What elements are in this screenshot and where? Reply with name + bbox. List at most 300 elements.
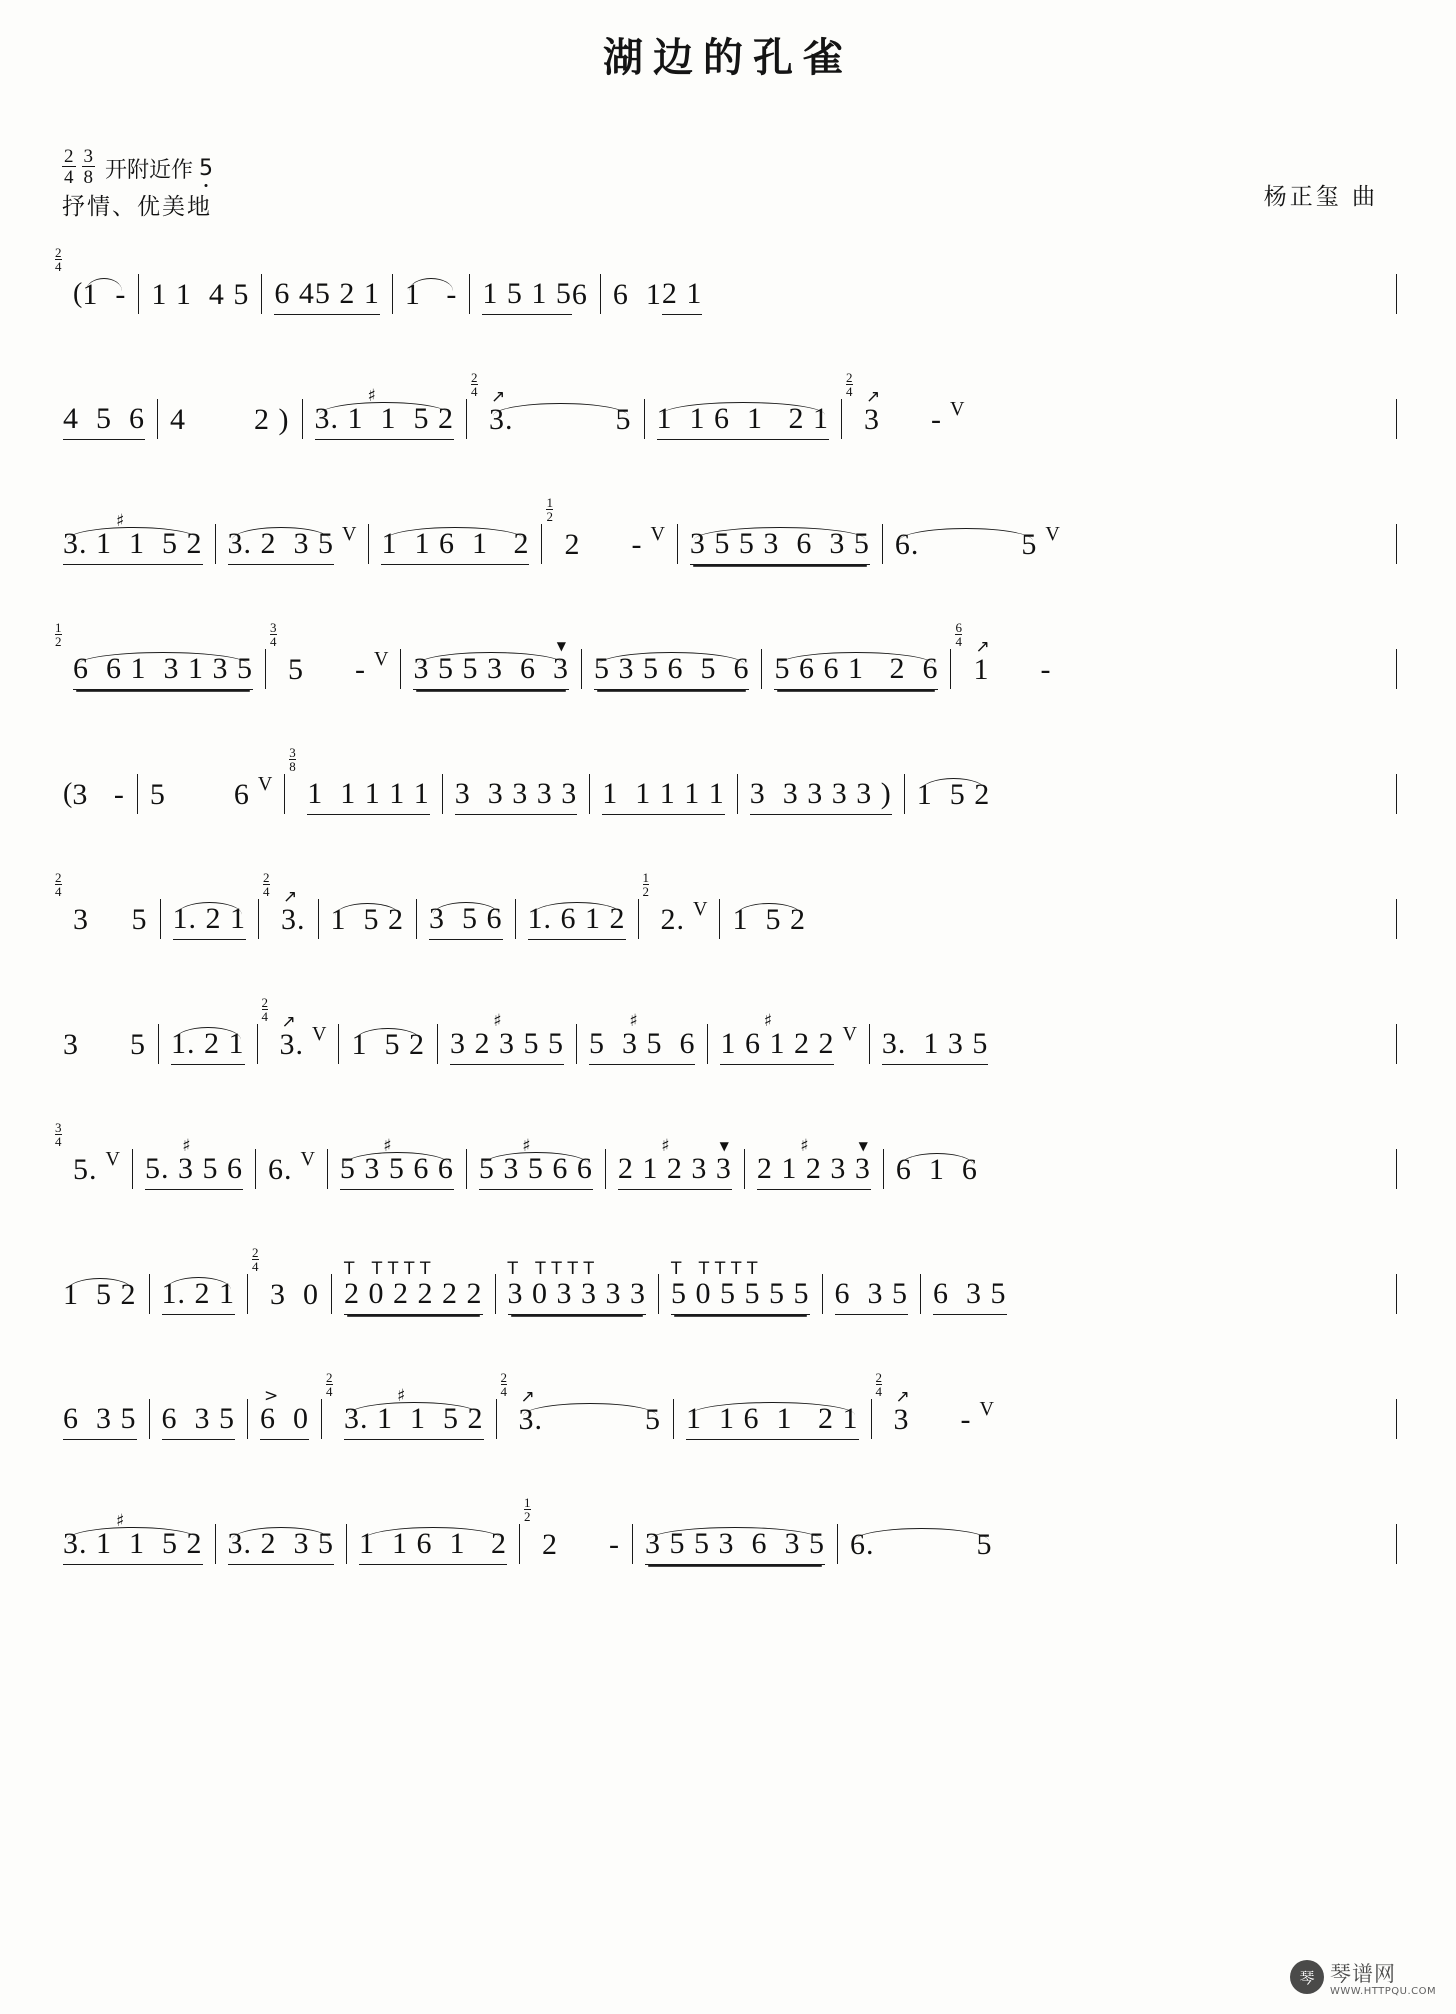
note-group: 1 1 6 1 2 [359, 1529, 507, 1565]
measure [605, 248, 711, 322]
note-group: 1 1 6 1 2 1 [657, 404, 830, 440]
measure [678, 1373, 867, 1447]
note-group: 2 - [542, 1528, 620, 1561]
note-group: 3 - ↗ [864, 387, 942, 436]
note-group: 6 0 > [260, 1404, 309, 1440]
measure [471, 1123, 601, 1197]
measure [323, 873, 413, 947]
measure [405, 623, 577, 697]
inline-time-signature: $\frac{2}{4}$ [55, 245, 62, 274]
measure [447, 748, 586, 822]
measure [724, 873, 814, 947]
note-group: 3. 1 1 5 2 ♯ [315, 404, 455, 440]
inline-time-signature: $\frac{1}{2}$ [55, 620, 62, 649]
note-group: 1. 2 1 [171, 1029, 245, 1065]
measure [332, 1123, 462, 1197]
measure [55, 245, 134, 322]
note-group: 5 - [288, 653, 366, 686]
note-group: 1 6 1 2 2 ♯ [720, 1029, 834, 1065]
measure [260, 1123, 323, 1197]
slur-mark [900, 1153, 974, 1166]
note-group: 6 3 5 [162, 1404, 236, 1440]
slur-mark [736, 903, 802, 916]
note-group: 6. [267, 1153, 293, 1186]
barline [822, 1274, 823, 1314]
barline [882, 524, 883, 564]
slur-mark [67, 527, 199, 540]
sharp-icon: ♯ [522, 1136, 532, 1156]
barline [160, 899, 161, 939]
measure [220, 1498, 343, 1572]
stave-10 [55, 1370, 1401, 1447]
barline [137, 774, 138, 814]
barline [576, 1024, 577, 1064]
inline-time-signature: $\frac{6}{4}$ [955, 620, 962, 649]
sharp-icon: ♯ [367, 386, 377, 406]
barline [157, 399, 158, 439]
barline [707, 1024, 708, 1064]
measure [55, 998, 154, 1072]
barline [149, 1399, 150, 1439]
slur-mark [177, 902, 243, 915]
measure [142, 748, 280, 822]
watermark-logo-icon: 琴 [1290, 1960, 1324, 1994]
measure [442, 998, 572, 1072]
measure [55, 1498, 211, 1572]
note-group: 1 - [82, 278, 127, 311]
barline [132, 1149, 133, 1189]
key-note: 5 [199, 155, 214, 181]
slur-mark [690, 1402, 855, 1415]
note-group: 3 0 [270, 1278, 319, 1311]
note-group: 1. 6 1 2 [528, 904, 626, 940]
measure [766, 623, 946, 697]
stave-7 [55, 995, 1401, 1072]
measure [336, 1248, 491, 1322]
barline [469, 274, 470, 314]
measure [220, 498, 365, 572]
up-bow-icon: V [300, 1148, 315, 1170]
watermark [1290, 1954, 1440, 2006]
slur-mark [778, 652, 934, 665]
barline [466, 1149, 467, 1189]
barline [265, 649, 266, 689]
up-bow-icon: V [1045, 523, 1060, 545]
slur-mark [417, 652, 565, 665]
grace-note-icon: ↗ [895, 1387, 911, 1407]
measure [955, 620, 1059, 697]
slur-mark [363, 1527, 503, 1540]
measure [610, 1123, 740, 1197]
measure [326, 1370, 492, 1447]
note-group: 6 [571, 278, 588, 311]
measure [55, 498, 211, 572]
barline [466, 399, 467, 439]
barline [869, 1024, 870, 1064]
note-group: 1 - ↗ [973, 637, 1052, 686]
measure [888, 1123, 986, 1197]
barline [149, 1274, 150, 1314]
measure [154, 1248, 244, 1322]
note-group: 3. 1 1 5 2 ♯ [63, 529, 203, 565]
inline-time-signature: $\frac{3}{8}$ [289, 745, 296, 774]
slur-mark [175, 1027, 241, 1040]
note-group: 1 1 6 1 2 1 [686, 1404, 859, 1440]
note-group: 3 2 3 5 5 ♯ [450, 1029, 564, 1065]
slur-mark [493, 403, 628, 416]
stave-11 [55, 1495, 1401, 1572]
time-signature-2: $\frac{3}{8}$ [83, 146, 93, 188]
slur-mark [694, 527, 866, 540]
slur-mark [86, 278, 122, 291]
sharp-icon: ♯ [629, 1011, 639, 1031]
barline [368, 524, 369, 564]
note-group: 6 1 [612, 278, 662, 311]
inline-time-signature: $\frac{2}{4}$ [55, 870, 62, 899]
sharp-icon: ♯ [182, 1136, 192, 1156]
measure [373, 498, 537, 572]
note-group: 5 2 1 [315, 279, 380, 315]
note-group: 2 1 [662, 279, 703, 315]
note-group: 5 6 6 1 2 6 [774, 654, 938, 690]
barline [215, 1524, 216, 1564]
note-group: 3. 1 3 5 [882, 1029, 989, 1065]
barline [950, 649, 951, 689]
barline-end [1396, 899, 1397, 939]
barline [400, 649, 401, 689]
barline-end [1396, 1524, 1397, 1564]
note-group: 1 - [404, 278, 458, 311]
note-group: 1 1 1 1 1 [307, 779, 430, 815]
down-bow-icon: ▼ [719, 1139, 730, 1153]
accent-icon: > [264, 1386, 280, 1406]
slur-mark [385, 527, 525, 540]
composer-credit: 杨正玺 曲 [1263, 184, 1378, 210]
up-bow-icon: V [257, 773, 273, 795]
slur-mark [649, 1527, 821, 1540]
barline [644, 399, 645, 439]
barline [632, 1524, 633, 1564]
stave-4 [55, 620, 1401, 697]
sharp-icon: ♯ [383, 1136, 393, 1156]
note-group: 5. 3 5 6 ♯ [145, 1154, 243, 1190]
up-bow-icon: V [693, 898, 708, 920]
sharp-icon: ♯ [397, 1386, 407, 1406]
slur-mark [532, 902, 622, 915]
barline [589, 774, 590, 814]
grace-note-icon: ↗ [975, 637, 991, 657]
note-group: 3. 5 ↗ [518, 1387, 661, 1436]
measure [55, 1373, 145, 1447]
barline [215, 524, 216, 564]
slur-mark [598, 652, 746, 665]
repeat-paren: ( [63, 778, 73, 809]
tremolo-marks: T TTTT [344, 1259, 437, 1279]
note-group: 3 - ↗ [893, 1387, 972, 1436]
barline [284, 774, 285, 814]
note-group: 3. ↗ [281, 887, 306, 936]
note-group: 1 5 2 [916, 778, 991, 811]
note-group: 1. 2 1 [173, 904, 247, 940]
note-group: 5 6 [149, 778, 250, 811]
measure [351, 1498, 515, 1572]
measure [263, 870, 314, 947]
note-group: 2 - [564, 528, 643, 561]
up-bow-icon: V [105, 1148, 120, 1170]
sharp-icon: ♯ [493, 1011, 503, 1031]
measure [421, 873, 511, 947]
stave-1 [55, 245, 1401, 322]
stave-5 [55, 745, 1401, 822]
slur-mark [67, 1527, 199, 1540]
up-bow-icon: V [650, 523, 665, 545]
measure [637, 1498, 833, 1572]
note-group: 1 5 2 [63, 1278, 137, 1311]
sharp-icon: ♯ [661, 1136, 671, 1156]
up-bow-icon: V [979, 1398, 994, 1420]
note-group: 3 3 3 3 3 [455, 779, 578, 815]
page-title: 湖边的孔雀 [603, 35, 853, 81]
barline [904, 774, 905, 814]
down-bow-icon: ▼ [556, 639, 567, 653]
note-group: 6 3 5 [933, 1279, 1007, 1315]
barline [837, 1524, 838, 1564]
barline-end [1396, 774, 1397, 814]
slur-mark [232, 527, 331, 540]
note-group: 4 5 6 [63, 404, 145, 440]
barline [257, 1024, 258, 1064]
note-group: 5. [73, 1153, 98, 1186]
note-group: 3 5 [73, 903, 148, 936]
barline-end [1396, 1274, 1397, 1314]
measure [925, 1248, 1015, 1322]
slur-mark [523, 1403, 658, 1416]
note-group: 1 1 4 5 [151, 278, 250, 311]
repeat-paren: ( [73, 278, 83, 309]
grace-note-icon: ↗ [866, 387, 882, 407]
slur-mark [661, 402, 826, 415]
note-group: 3. 1 1 5 2 ♯ [344, 1404, 484, 1440]
up-bow-icon: V [312, 1023, 327, 1045]
note-group: 3 0 3 3 3 3 T TTTT [508, 1279, 647, 1315]
barline-end [1396, 1149, 1397, 1189]
note-group: 6 4 [274, 279, 315, 315]
slur-mark [854, 1528, 989, 1541]
note-group: 2 1 2 3 3 ♯ ▼ [618, 1154, 732, 1190]
inline-time-signature: $\frac{1}{2}$ [524, 1495, 531, 1524]
barline [255, 1149, 256, 1189]
watermark-name: 琴谱网 [1330, 1962, 1396, 1986]
barline [673, 1399, 674, 1439]
measure [474, 248, 596, 322]
barline [871, 1399, 872, 1439]
measure [307, 373, 463, 447]
note-group: 1. 2 1 [162, 1279, 236, 1315]
note-group: 1 5 2 [330, 903, 404, 936]
measure [163, 998, 253, 1072]
inline-time-signature: $\frac{1}{2}$ [546, 495, 553, 524]
grace-note-icon: ↗ [491, 387, 507, 407]
slur-mark [319, 402, 451, 415]
note-group: 2 0 2 2 2 2 T TTTT [344, 1279, 483, 1315]
measure [137, 1123, 251, 1197]
sharp-icon: ♯ [800, 1136, 810, 1156]
slur-mark [433, 902, 499, 915]
key-label: 开附近作 [105, 157, 194, 183]
tremolo-marks: T TTTT [671, 1259, 764, 1279]
measure [55, 620, 261, 697]
time-signature-1: $\frac{2}{4}$ [64, 146, 74, 188]
note-group: 3 5 6 [429, 904, 503, 940]
inline-time-signature: $\frac{3}{4}$ [270, 620, 277, 649]
note-group: 1 5 2 [351, 1028, 425, 1061]
barline [841, 399, 842, 439]
measure [649, 373, 838, 447]
inline-time-signature: $\frac{2}{4}$ [875, 1370, 882, 1399]
measure [55, 1120, 128, 1197]
stave-2 [55, 370, 1401, 447]
measure [343, 998, 433, 1072]
barline [302, 399, 303, 439]
measure [663, 1248, 818, 1322]
barline [437, 1024, 438, 1064]
slur-mark [483, 1152, 589, 1165]
measure [594, 748, 733, 822]
measure [586, 623, 758, 697]
note-group: 3 5 [63, 1028, 146, 1061]
barline [496, 1399, 497, 1439]
measure [742, 748, 900, 822]
note-group: 3. 1 1 5 2 ♯ [63, 1529, 203, 1565]
stave-6 [55, 870, 1401, 947]
stave-8 [55, 1120, 1401, 1197]
measure [874, 998, 997, 1072]
barline [737, 774, 738, 814]
note-group: 3 3 3 3 3 ) [750, 779, 892, 815]
inline-time-signature: $\frac{3}{4}$ [55, 1120, 62, 1149]
expression-marking: 抒情、优美地 [62, 194, 212, 220]
barline [321, 1399, 322, 1439]
sharp-icon: ♯ [116, 511, 126, 531]
up-bow-icon: V [342, 523, 357, 545]
barline [331, 1274, 332, 1314]
slur-mark [899, 528, 1034, 541]
barline [495, 1274, 496, 1314]
note-group: 3 5 5 3 6 3 5 [645, 1529, 825, 1565]
barline [138, 274, 139, 314]
barline [519, 1524, 520, 1564]
note-group: 5 3 5 6 6 ♯ [340, 1154, 454, 1190]
measure [471, 370, 640, 447]
up-bow-icon: V [374, 648, 389, 670]
barline [442, 774, 443, 814]
note-group: 6. 5 [850, 1528, 993, 1561]
measure [500, 1248, 655, 1322]
note-group: 3 - [72, 778, 125, 811]
measure [524, 1495, 628, 1572]
note-group: 3. 5 ↗ [489, 387, 632, 436]
measure [397, 248, 466, 322]
note-group: 3. 2 3 5 [228, 1529, 335, 1565]
sharp-icon: ♯ [116, 1511, 126, 1531]
barline [581, 649, 582, 689]
slur-mark [232, 1527, 331, 1540]
measure [261, 995, 335, 1072]
barline [605, 1149, 606, 1189]
note-group: 6 3 5 [63, 1404, 137, 1440]
measure [909, 748, 999, 822]
barline-end [1396, 1399, 1397, 1439]
barline [541, 524, 542, 564]
barline-end [1396, 1024, 1397, 1064]
measure [642, 870, 716, 947]
inline-time-signature: $\frac{2}{4}$ [261, 995, 268, 1024]
measure [266, 248, 388, 322]
measure [827, 1248, 917, 1322]
note-group: 2. [660, 903, 685, 936]
inline-time-signature: $\frac{1}{2}$ [642, 870, 649, 899]
note-group: 6 3 5 [835, 1279, 909, 1315]
barline [638, 899, 639, 939]
slur-mark [344, 1152, 450, 1165]
note-group: 6 1 6 [895, 1153, 978, 1186]
grace-note-icon: ↗ [281, 1012, 297, 1032]
measure [143, 248, 257, 322]
note-group: 2 1 2 3 3 ♯ ▼ [757, 1154, 871, 1190]
slur-mark [409, 278, 454, 291]
barline [392, 274, 393, 314]
stave-3 [55, 495, 1401, 572]
slur-mark [355, 1028, 421, 1041]
measure [252, 1373, 317, 1447]
barline [920, 1274, 921, 1314]
note-group: 3. ↗ [279, 1012, 304, 1061]
measure [55, 1248, 145, 1322]
barline-end [1396, 649, 1397, 689]
measure [520, 873, 634, 947]
slur-mark [166, 1277, 232, 1290]
measure [55, 748, 133, 822]
barline [600, 274, 601, 314]
barline [318, 899, 319, 939]
barline [258, 899, 259, 939]
measure [887, 498, 1068, 572]
grace-note-icon: ↗ [283, 887, 299, 907]
measure [252, 1245, 327, 1322]
measure [682, 498, 878, 572]
measure [154, 1373, 244, 1447]
slur-mark [335, 903, 401, 916]
note-group: 4 2 ) [170, 403, 290, 436]
up-bow-icon: V [950, 398, 965, 420]
barline [719, 899, 720, 939]
barline [883, 1149, 884, 1189]
measure [165, 873, 255, 947]
barline-end [1396, 274, 1397, 314]
measure [500, 1370, 670, 1447]
note-group: 5 0 5 5 5 5 T TTTT [671, 1279, 810, 1315]
inline-time-signature: $\frac{2}{4}$ [326, 1370, 333, 1399]
note-group: 6 6 1 3 1 3 5 [73, 654, 253, 690]
inline-time-signature: $\frac{2}{4}$ [500, 1370, 507, 1399]
measure [55, 373, 153, 447]
barline [515, 899, 516, 939]
slur-mark [67, 1278, 133, 1291]
measure [270, 620, 396, 697]
measure [846, 370, 972, 447]
measure [55, 870, 156, 947]
note-group: 1 1 1 1 1 [602, 779, 725, 815]
